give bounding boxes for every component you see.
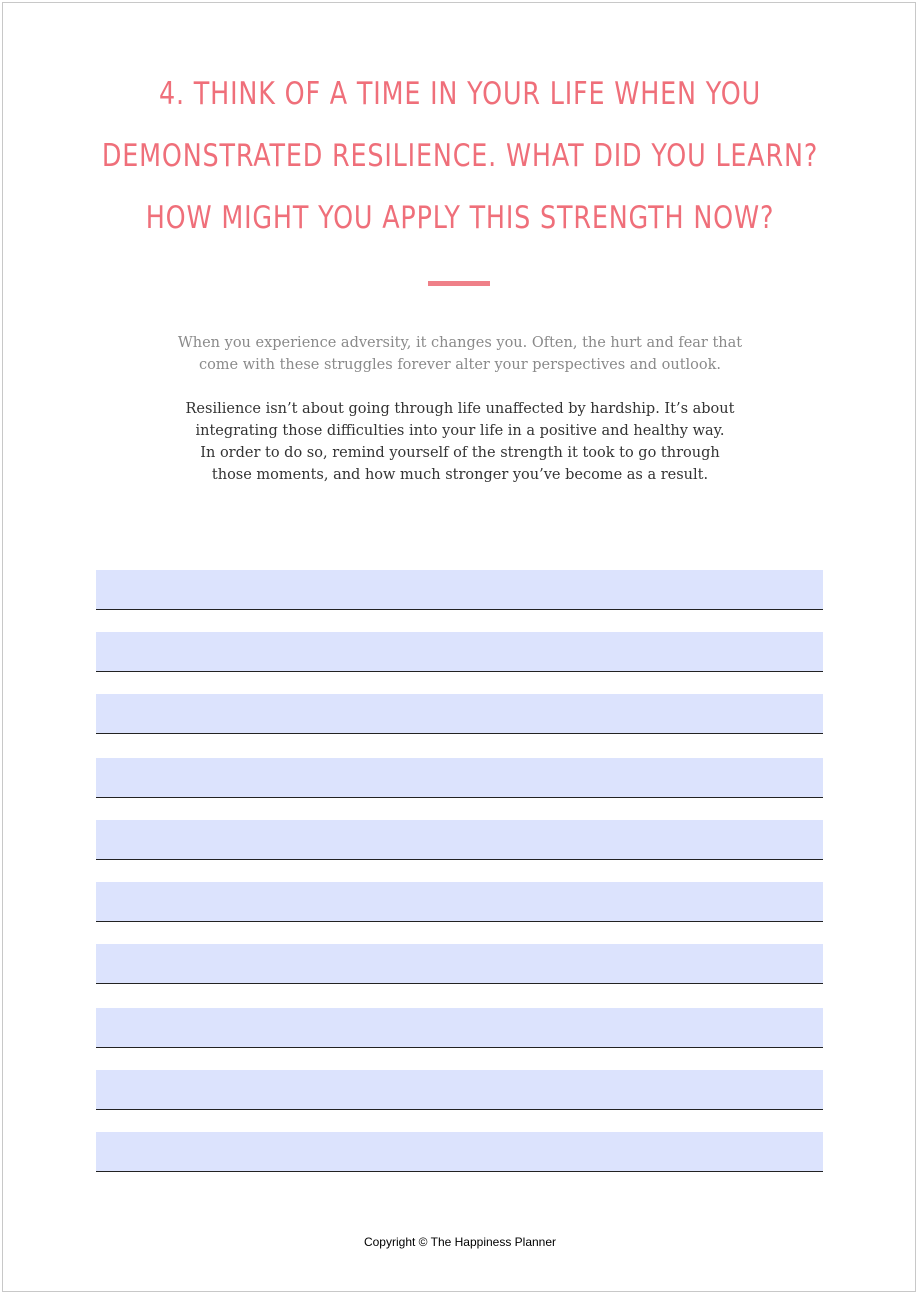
answer-line-5[interactable] [96,820,823,860]
body-line-1: Resilience isn’t about going through life unaffected by hardship. It’s about [185,401,735,417]
body-line-4: those moments, and how much stronger you’ve become as a result. [211,467,709,483]
copyright-footer: Copyright © The Happiness Planner [363,1235,557,1249]
answer-line-8[interactable] [96,1008,823,1048]
prompt-heading-line-3: HOW MIGHT YOU APPLY THIS STRENGTH NOW? [145,200,775,236]
answer-line-3[interactable] [96,694,823,734]
prompt-heading-line-2: DEMONSTRATED RESILIENCE. WHAT DID YOU LEARN? [101,138,819,174]
body-line-3: In order to do so, remind yourself of the strength it took to go through [200,445,720,461]
answer-line-9[interactable] [96,1070,823,1110]
worksheet-page [2,2,916,1292]
prompt-heading [85,63,834,249]
intro-line-1: When you experience adversity, it changes you. Often, the hurt and fear that [177,335,743,351]
answer-line-6[interactable] [96,882,823,922]
heading-divider [428,281,490,286]
answer-line-10[interactable] [96,1132,823,1172]
intro-line-2: come with these struggles forever alter your perspectives and outlook. [198,357,722,373]
intro-paragraph [153,332,767,376]
answer-line-4[interactable] [96,758,823,798]
answer-line-7[interactable] [96,944,823,984]
body-paragraph [153,398,767,486]
answer-line-1[interactable] [96,570,823,610]
body-line-2: integrating those difficulties into your life in a positive and healthy way. [195,423,725,439]
answer-line-2[interactable] [96,632,823,672]
prompt-heading-line-1: 4. THINK OF A TIME IN YOUR LIFE WHEN YOU [159,76,761,112]
